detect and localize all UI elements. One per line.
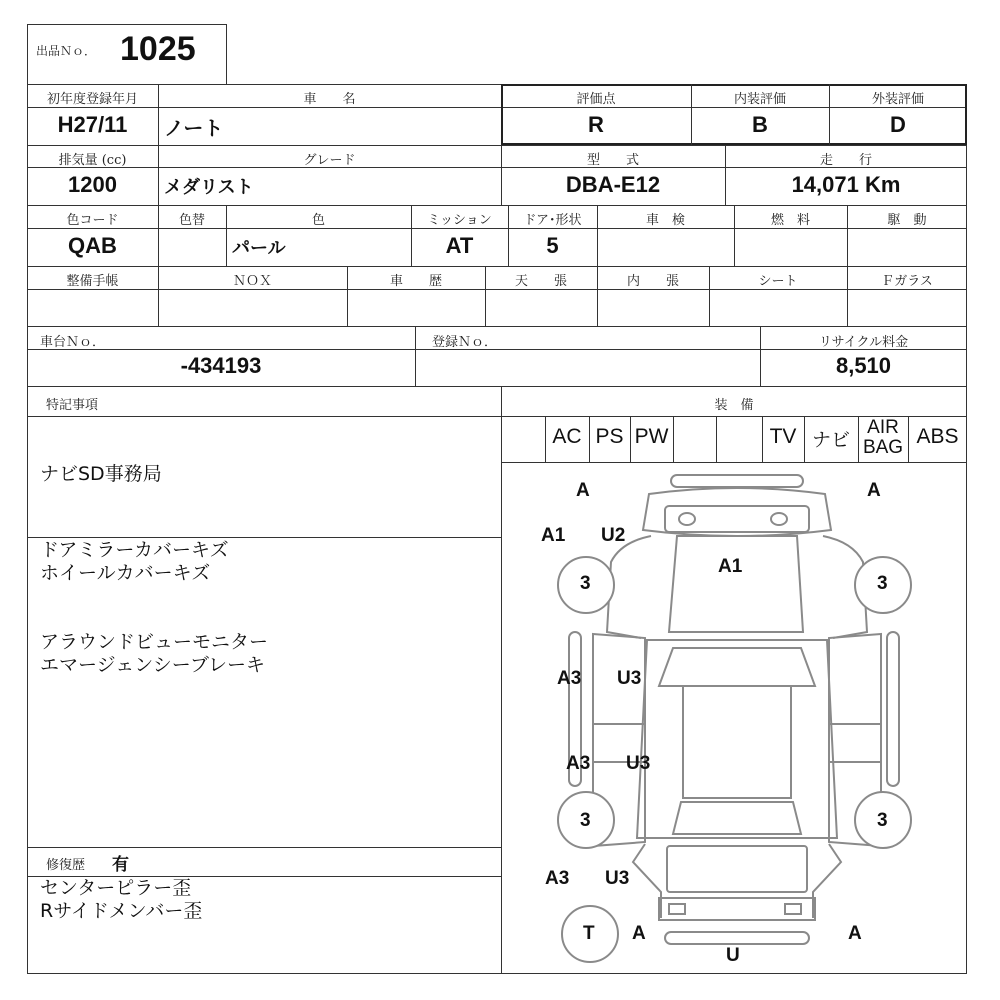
service-book-label: 整備手帳 <box>66 274 119 289</box>
damage-rear-a: A3 <box>545 868 570 889</box>
note-line: ドアミラーカバーキズ <box>40 539 229 561</box>
damage-rear-bottom: U <box>726 945 740 966</box>
car-name-label: 車 名 <box>303 92 356 107</box>
equipment-pw: PW <box>634 425 669 448</box>
rule <box>716 416 717 462</box>
damage-wheel-fr: 3 <box>877 573 888 594</box>
color-code-label: 色コード <box>66 213 119 228</box>
repaint-label: 色替 <box>178 213 205 228</box>
damage-wheel-fl: 3 <box>580 573 591 594</box>
roof-label: 天 張 <box>514 274 567 289</box>
rear-lamp-outline <box>669 904 685 914</box>
note-line: ホイールカバーキズ <box>40 562 211 584</box>
note-line: アラウンドビューモニター <box>40 631 269 653</box>
equipment-navi: ナビ <box>811 429 850 451</box>
equipment-ac: AC <box>552 425 582 448</box>
damage-rear-u: U3 <box>605 868 630 889</box>
recycle-value: 8,510 <box>835 353 892 378</box>
equipment-tv: TV <box>769 425 797 448</box>
rule <box>27 145 967 146</box>
rear-window-outline <box>673 802 801 834</box>
equipment-abs: ABS <box>916 425 959 448</box>
damage-hood-u: U2 <box>601 525 626 546</box>
chassis-value: -434193 <box>180 353 262 378</box>
doors-value: 5 <box>546 233 559 258</box>
note-line: ナビSD事務局 <box>40 463 162 485</box>
displacement-label: 排気量 (cc) <box>58 153 127 168</box>
rule <box>27 266 967 267</box>
rear-lamp-outline <box>785 904 801 914</box>
cabin-outline <box>637 640 837 838</box>
lot-number: 1025 <box>120 30 196 68</box>
front-bumper-curve <box>643 488 831 536</box>
repair-line: センターピラー歪 <box>40 877 192 899</box>
registration-label: 登録Ｎｏ． <box>432 335 498 350</box>
note-line: エマージェンシーブレーキ <box>40 654 266 676</box>
doors-label: ドア･形状 <box>523 213 582 228</box>
damage-hood-a: A1 <box>541 525 566 546</box>
mileage-value: 14,071 Km <box>791 172 901 197</box>
transmission-label: ミッション <box>427 213 492 228</box>
rule <box>27 416 967 417</box>
rear-bumper-outline <box>659 898 815 920</box>
exterior-value: D <box>890 112 906 137</box>
history-label: 車 歴 <box>389 274 442 289</box>
inspection-label: 車 検 <box>645 213 685 228</box>
interior-label: 内装評価 <box>733 92 786 107</box>
damage-side-u2: U3 <box>626 753 651 774</box>
color-label: 色 <box>311 213 325 228</box>
grade-value: メダリスト <box>164 177 254 198</box>
damage-fl-corner: A <box>576 480 590 501</box>
equipment-airbag-top: AIR <box>867 417 899 438</box>
first-reg-value: H27/11 <box>57 112 128 137</box>
exterior-label: 外装評価 <box>871 92 924 107</box>
roof-outline <box>683 686 791 798</box>
emblem-outline <box>771 513 787 525</box>
rule <box>27 326 967 327</box>
color-code-value: QAB <box>68 233 117 258</box>
color-value: パール <box>232 238 286 259</box>
model-label: 型 式 <box>586 153 639 168</box>
front-bumper-outline <box>671 475 803 487</box>
model-value: DBA-E12 <box>565 172 661 197</box>
score-label: 評価点 <box>576 92 616 107</box>
equipment-ps: PS <box>595 425 624 448</box>
rule <box>27 386 967 387</box>
rule <box>27 289 967 290</box>
repair-line: Rサイドメンバー歪 <box>40 900 203 922</box>
damage-rr-corner: A <box>848 923 862 944</box>
interior-lining-label: 内 張 <box>626 274 679 289</box>
equipment-airbag-bottom: BAG <box>862 437 904 458</box>
interior-value: B <box>752 112 768 137</box>
hood-outline <box>669 536 803 632</box>
rule <box>27 228 967 229</box>
emblem-outline <box>679 513 695 525</box>
drive-label: 駆 動 <box>887 213 927 228</box>
right-rear-fender-outline <box>813 844 841 918</box>
car-name-value: ノート <box>164 116 224 140</box>
repair-label: 修復歴 <box>46 858 86 873</box>
notes-label: 特記事項 <box>46 398 99 413</box>
fuel-label: 燃 料 <box>770 213 810 228</box>
rule <box>27 205 967 206</box>
mileage-label: 走 行 <box>819 153 872 168</box>
chassis-label: 車台Ｎｏ． <box>40 335 106 350</box>
damage-side-a2: A3 <box>566 753 591 774</box>
damage-side-a1: A3 <box>557 668 582 689</box>
nox-label: ＮＯＸ <box>232 274 272 289</box>
damage-side-u1: U3 <box>617 668 642 689</box>
transmission-value: AT <box>445 233 474 258</box>
tailgate-outline <box>667 846 807 892</box>
front-glass-label: Ｆガラス <box>881 274 933 289</box>
windshield-outline <box>659 648 815 686</box>
displacement-value: 1200 <box>68 172 117 197</box>
seat-label: シート <box>758 274 798 289</box>
rule <box>27 847 501 848</box>
recycle-label: リサイクル料金 <box>818 335 909 350</box>
damage-hood-center: A1 <box>718 556 743 577</box>
rule <box>415 326 416 386</box>
grade-label: グレード <box>303 153 356 168</box>
car-diagram <box>501 462 967 974</box>
right-sill-outline <box>887 632 899 786</box>
rear-bumper-lower-outline <box>665 932 809 944</box>
first-reg-label: 初年度登録年月 <box>46 92 138 107</box>
rule <box>27 537 501 538</box>
damage-fr-corner: A <box>867 480 881 501</box>
damage-spare: T <box>583 923 595 944</box>
score-value: R <box>588 112 604 137</box>
damage-rl-corner: A <box>632 923 646 944</box>
repair-value: 有 <box>112 855 129 875</box>
lot-label: 出品Ｎｏ． <box>36 44 97 58</box>
left-rear-fender-outline <box>633 844 661 918</box>
damage-wheel-rl: 3 <box>580 810 591 831</box>
rule <box>673 416 674 462</box>
equipment-label: 装 備 <box>714 398 754 413</box>
damage-wheel-rr: 3 <box>877 810 888 831</box>
